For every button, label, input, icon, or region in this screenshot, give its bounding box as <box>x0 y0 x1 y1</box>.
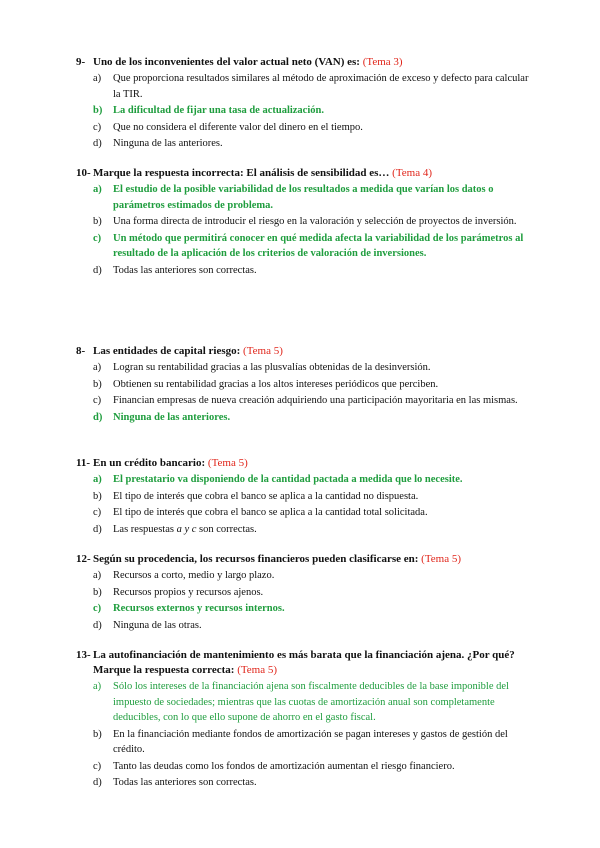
option-text: Tanto las deudas como los fondos de amortización aumentan el riesgo financiero. <box>113 760 455 772</box>
option-b <box>0 214 600 230</box>
option-d <box>0 618 600 634</box>
option-c <box>0 505 600 521</box>
option-letter: b) <box>93 105 103 116</box>
option-text: Un método que permitirá conocer en qué medida afecta la variabilidad de los parámetros al resultado de la aplicación de los criterios de valoración de inversiones. <box>113 232 524 259</box>
option-text: Ninguna de las otras. <box>113 619 202 631</box>
question-text: Uno de los inconvenientes del valor actual neto (VAN) es: <box>93 56 363 68</box>
option-text-italic: a y c <box>176 523 197 535</box>
option-a <box>0 568 600 584</box>
option-c <box>0 120 600 136</box>
question-text: Según su procedencia, los recursos financieros pueden clasificarse en: <box>93 553 422 565</box>
option-text: Logran su rentabilidad gracias a las plusvalías obtenidas de la desinversión. <box>113 362 431 373</box>
option-c <box>0 393 600 409</box>
option-letter: c) <box>93 121 102 133</box>
question-number: 12- <box>76 553 91 565</box>
option-text: Recursos a corto, medio y largo plazo. <box>113 570 275 581</box>
option-d <box>0 522 600 538</box>
option-text: La dificultad de fijar una tasa de actualización. <box>113 105 324 116</box>
option-text: El tipo de interés que cobra el banco se aplica a la cantidad total solicitada. <box>113 507 428 518</box>
question-number: 13- <box>76 649 91 661</box>
question-10 <box>0 166 600 278</box>
option-letter: b) <box>93 490 102 502</box>
option-text-end: son correctas. <box>196 523 257 535</box>
question-header <box>0 648 600 678</box>
option-b <box>0 377 600 393</box>
option-letter: b) <box>93 216 102 227</box>
option-b-correct <box>0 103 600 119</box>
option-letter: d) <box>93 523 102 535</box>
question-header <box>0 456 600 471</box>
question-number: 8- <box>76 345 86 357</box>
option-text: Todas las anteriores son correctas. <box>113 777 257 788</box>
option-a-correct <box>0 679 600 726</box>
question-text: Las entidades de capital riesgo: <box>93 345 244 357</box>
option-letter: c) <box>93 507 102 518</box>
option-text: El estudio de la posible variabilidad de los resultados a medida que varían los datos o parámetros estimados de problema. <box>113 184 494 211</box>
option-b <box>0 727 600 758</box>
tema-label: (Tema 3) <box>362 56 403 68</box>
option-text: Ninguna de las anteriores. <box>113 138 223 149</box>
question-number: 9- <box>76 56 86 68</box>
question-text: La autofinanciación de mantenimiento es más barata que la financiación ajena. ¿Por qué? Marque la respuesta correcta: <box>93 649 515 676</box>
option-letter: a) <box>93 73 102 84</box>
tema-label: (Tema 5) <box>421 553 462 565</box>
option-letter: d) <box>93 411 103 423</box>
question-header <box>0 55 600 70</box>
tema-label: (Tema 5) <box>243 345 283 357</box>
question-8 <box>0 344 600 425</box>
option-text: En la financiación mediante fondos de amortización se pagan intereses y gastos de gestión del crédito. <box>113 728 508 755</box>
option-letter: a) <box>93 474 102 485</box>
option-c-correct <box>0 231 600 262</box>
option-text: Las respuestas <box>113 523 177 535</box>
option-text: Ninguna de las anteriores. <box>113 411 231 423</box>
option-a <box>0 360 600 376</box>
option-text: Sólo los intereses de la financiación ajena son fiscalmente deducibles de la base imponible del impuesto de sociedades; mientras que las cuotas de amortización anual son completamente deducibles, con lo que ello supone de ahorro en el gasto fiscal. <box>113 681 509 723</box>
option-a-correct <box>0 472 600 488</box>
option-letter: c) <box>93 603 102 614</box>
option-letter: a) <box>93 362 102 373</box>
option-letter: a) <box>93 570 102 581</box>
option-text: Financian empresas de nueva creación adquiriendo una participación mayoritaria en las mismas. <box>113 395 518 406</box>
option-text: Recursos propios y recursos ajenos. <box>113 586 264 598</box>
question-13 <box>0 648 600 791</box>
option-letter: c) <box>93 232 102 244</box>
option-text: El prestatario va disponiendo de la cantidad pactada a medida que lo necesite. <box>113 474 463 485</box>
option-a-correct <box>0 182 600 213</box>
option-d-correct <box>0 410 600 426</box>
option-text: Recursos externos y recursos internos. <box>113 603 285 614</box>
option-d <box>0 775 600 791</box>
option-text: Que no considera el diferente valor del dinero en el tiempo. <box>113 121 363 133</box>
question-12 <box>0 552 600 633</box>
question-text: En un crédito bancario: <box>93 457 208 469</box>
question-number: 10- <box>76 167 91 179</box>
option-letter: c) <box>93 760 102 772</box>
option-letter: b) <box>93 728 102 740</box>
option-text: El tipo de interés que cobra el banco se aplica a la cantidad no dispuesta. <box>113 490 419 502</box>
tema-label: (Tema 5) <box>207 457 248 469</box>
question-9 <box>0 55 600 152</box>
option-c-correct <box>0 601 600 617</box>
option-letter: c) <box>93 395 102 406</box>
question-text: Marque la respuesta incorrecta: El análisis de sensibilidad es… <box>93 167 393 179</box>
option-a <box>0 71 600 102</box>
option-letter: d) <box>93 777 102 788</box>
option-text: Todas las anteriores son correctas. <box>113 264 257 276</box>
question-number: 11- <box>76 457 91 469</box>
question-header <box>0 166 600 181</box>
option-letter: a) <box>93 184 102 195</box>
option-text: Obtienen su rentabilidad gracias a los altos intereses periódicos que perciben. <box>113 378 439 390</box>
option-letter: d) <box>93 138 102 149</box>
option-b <box>0 585 600 601</box>
option-d <box>0 136 600 152</box>
option-b <box>0 489 600 505</box>
option-letter: d) <box>93 619 102 631</box>
question-header <box>0 552 600 567</box>
option-text: Una forma directa de introducir el riesgo en la valoración y selección de proyectos de inversión. <box>113 216 517 227</box>
option-letter: b) <box>93 378 102 390</box>
question-header <box>0 344 600 359</box>
question-11 <box>0 456 600 537</box>
option-c <box>0 759 600 775</box>
option-d <box>0 263 600 279</box>
tema-label: (Tema 4) <box>392 167 433 179</box>
tema-label: (Tema 5) <box>237 664 278 676</box>
option-letter: a) <box>93 681 102 692</box>
option-text: Que proporciona resultados similares al método de aproximación de exceso y defecto para calcular la TIR. <box>113 73 529 100</box>
option-letter: b) <box>93 586 102 598</box>
option-letter: d) <box>93 264 102 276</box>
